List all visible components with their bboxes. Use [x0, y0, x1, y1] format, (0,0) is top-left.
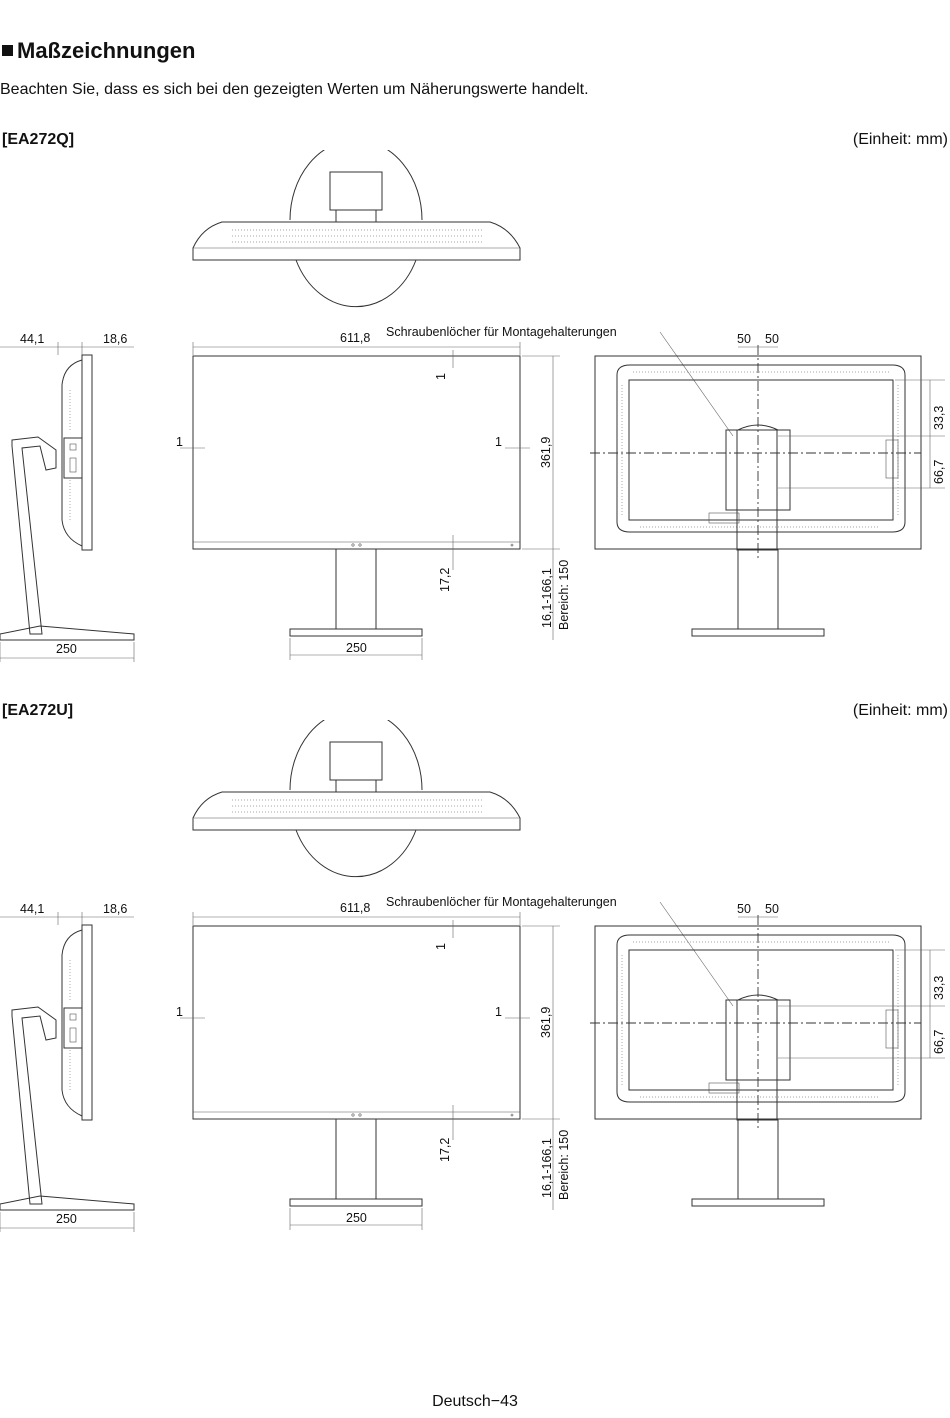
- height-dimension-label: 361,9: [539, 436, 553, 468]
- depth-dimension-label: 44,1: [20, 902, 45, 916]
- model-name-ea272u: [EA272U]: [2, 702, 74, 719]
- mount-top-offset-label: 33,3: [932, 405, 946, 430]
- width-dimension-label: 611,8: [340, 331, 371, 345]
- back-view: [590, 902, 946, 1206]
- base-depth-label: 250: [56, 1212, 77, 1226]
- model-name-ea272q: [EA272Q]: [2, 131, 75, 148]
- height-range-label: 16,1-166,1: [540, 1138, 554, 1198]
- panel-depth-label: 18,6: [103, 902, 128, 916]
- mount-holes-label: Schraubenlöcher für Montagehalterungen: [386, 325, 617, 339]
- vesa-right-label: 50: [765, 332, 779, 346]
- vesa-left-label: 50: [737, 332, 751, 346]
- right-bezel-label: 1: [495, 435, 502, 449]
- vesa-left-label: 50: [737, 902, 751, 916]
- right-bezel-label: 1: [495, 1005, 502, 1019]
- left-bezel-label: 1: [176, 1005, 183, 1019]
- vesa-right-label: 50: [765, 902, 779, 916]
- top-view: [193, 150, 520, 307]
- mount-top-offset-label: 33,3: [932, 975, 946, 1000]
- width-dimension-label: 611,8: [340, 901, 371, 915]
- mount-center-offset-label: 66,7: [932, 1029, 946, 1054]
- panel-depth-label: 18,6: [103, 332, 128, 346]
- height-range-label: 16,1-166,1: [540, 568, 554, 628]
- height-dimension-label: 361,9: [539, 1006, 553, 1038]
- top-bezel-label: 1: [434, 373, 448, 380]
- base-width-label: 250: [346, 1211, 367, 1225]
- top-bezel-label: 1: [434, 943, 448, 950]
- dimension-drawing-ea272u: [0, 720, 950, 1260]
- dimension-drawing-ea272q: [0, 150, 950, 690]
- front-view: [176, 895, 733, 1230]
- unit-note-ea272u: (Einheit: mm): [852, 702, 948, 719]
- back-view: [590, 332, 946, 636]
- adjust-range-label: Bereich: 150: [557, 559, 571, 630]
- page-footer: Deutsch−43: [432, 1393, 518, 1410]
- base-depth-label: 250: [56, 642, 77, 656]
- bottom-bezel-label: 17,2: [438, 1137, 452, 1162]
- left-bezel-label: 1: [176, 435, 183, 449]
- bullet-square-icon: [2, 45, 13, 56]
- top-view: [193, 720, 520, 877]
- side-view: [0, 332, 134, 662]
- front-view: [176, 325, 733, 660]
- mount-center-offset-label: 66,7: [932, 459, 946, 484]
- depth-dimension-label: 44,1: [20, 332, 45, 346]
- adjust-range-label: Bereich: 150: [557, 1129, 571, 1200]
- bottom-bezel-label: 17,2: [438, 567, 452, 592]
- page-title-text: Maßzeichnungen: [17, 38, 196, 63]
- base-width-label: 250: [346, 641, 367, 655]
- unit-note-ea272q: (Einheit: mm): [852, 131, 948, 148]
- mount-holes-label: Schraubenlöcher für Montagehalterungen: [386, 895, 617, 909]
- page-title: [2, 38, 195, 64]
- side-view: [0, 902, 134, 1232]
- approximation-note: Beachten Sie, dass es sich bei den gezeigten Werten um Näherungswerte handelt.: [0, 81, 589, 98]
